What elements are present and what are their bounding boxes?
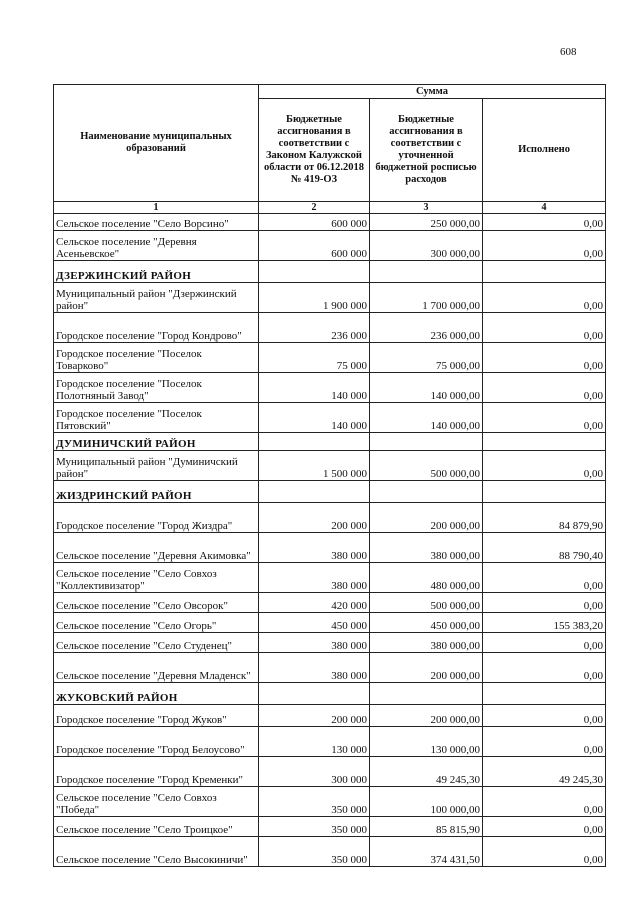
municipality-name: Сельское поселение "Деревня Асеньевское" <box>54 231 259 261</box>
executed-amount: 0,00 <box>483 313 606 343</box>
municipality-name: Городское поселение "Город Жиздра" <box>54 503 259 533</box>
district-name: ЖУКОВСКИЙ РАЙОН <box>54 683 259 705</box>
table-row <box>54 313 606 343</box>
schedule-amount: 130 000,00 <box>370 727 483 757</box>
district-row <box>54 433 606 451</box>
empty-cell <box>483 433 606 451</box>
table-row <box>54 613 606 633</box>
district-name: ДЗЕРЖИНСКИЙ РАЙОН <box>54 261 259 283</box>
municipality-name: Сельское поселение "Село Студенец" <box>54 633 259 653</box>
law-amount: 140 000 <box>259 373 370 403</box>
schedule-amount: 380 000,00 <box>370 533 483 563</box>
empty-cell <box>483 683 606 705</box>
table-body <box>54 214 606 867</box>
table-row <box>54 727 606 757</box>
schedule-amount: 374 431,50 <box>370 837 483 867</box>
schedule-amount: 200 000,00 <box>370 503 483 533</box>
schedule-amount: 236 000,00 <box>370 313 483 343</box>
municipality-name: Городское поселение "Поселок Полотняный Завод" <box>54 373 259 403</box>
law-amount: 450 000 <box>259 613 370 633</box>
law-amount: 380 000 <box>259 633 370 653</box>
table-row <box>54 633 606 653</box>
executed-amount: 0,00 <box>483 787 606 817</box>
table-row <box>54 757 606 787</box>
law-amount: 75 000 <box>259 343 370 373</box>
executed-amount: 0,00 <box>483 451 606 481</box>
executed-amount: 0,00 <box>483 343 606 373</box>
table-row <box>54 817 606 837</box>
district-name: ДУМИНИЧСКИЙ РАЙОН <box>54 433 259 451</box>
executed-amount: 0,00 <box>483 593 606 613</box>
law-amount: 130 000 <box>259 727 370 757</box>
col-header-name: Наименование муниципальных образований <box>54 85 259 202</box>
law-amount: 380 000 <box>259 563 370 593</box>
district-row <box>54 481 606 503</box>
executed-amount: 0,00 <box>483 231 606 261</box>
law-amount: 380 000 <box>259 653 370 683</box>
executed-amount: 0,00 <box>483 633 606 653</box>
schedule-amount: 500 000,00 <box>370 451 483 481</box>
law-amount: 236 000 <box>259 313 370 343</box>
empty-cell <box>259 261 370 283</box>
executed-amount: 0,00 <box>483 283 606 313</box>
col-number: 2 <box>259 202 370 214</box>
law-amount: 380 000 <box>259 533 370 563</box>
executed-amount: 49 245,30 <box>483 757 606 787</box>
table-row <box>54 231 606 261</box>
col-number: 3 <box>370 202 483 214</box>
empty-cell <box>483 481 606 503</box>
executed-amount: 0,00 <box>483 373 606 403</box>
municipality-name: Городское поселение "Поселок Пятовский" <box>54 403 259 433</box>
table-row <box>54 837 606 867</box>
schedule-amount: 49 245,30 <box>370 757 483 787</box>
schedule-amount: 200 000,00 <box>370 653 483 683</box>
municipality-name: Сельское поселение "Деревня Акимовка" <box>54 533 259 563</box>
schedule-amount: 100 000,00 <box>370 787 483 817</box>
col-header-schedule: Бюджетные ассигнования в соответствии с уточненной бюджетной росписью расходов <box>370 99 483 202</box>
col-number: 4 <box>483 202 606 214</box>
law-amount: 300 000 <box>259 757 370 787</box>
empty-cell <box>259 433 370 451</box>
executed-amount: 0,00 <box>483 705 606 727</box>
law-amount: 600 000 <box>259 231 370 261</box>
table-row <box>54 593 606 613</box>
executed-amount: 0,00 <box>483 214 606 231</box>
empty-cell <box>370 433 483 451</box>
table-row <box>54 563 606 593</box>
municipality-name: Городское поселение "Город Белоусово" <box>54 727 259 757</box>
law-amount: 1 500 000 <box>259 451 370 481</box>
col-header-sum: Сумма <box>259 85 606 99</box>
municipality-name: Сельское поселение "Село Овсорок" <box>54 593 259 613</box>
schedule-amount: 75 000,00 <box>370 343 483 373</box>
municipality-name: Городское поселение "Город Жуков" <box>54 705 259 727</box>
executed-amount: 84 879,90 <box>483 503 606 533</box>
executed-amount: 0,00 <box>483 653 606 683</box>
executed-amount: 0,00 <box>483 563 606 593</box>
municipality-name: Сельское поселение "Село Совхоз "Победа" <box>54 787 259 817</box>
schedule-amount: 480 000,00 <box>370 563 483 593</box>
schedule-amount: 380 000,00 <box>370 633 483 653</box>
executed-amount: 0,00 <box>483 403 606 433</box>
schedule-amount: 200 000,00 <box>370 705 483 727</box>
schedule-amount: 250 000,00 <box>370 214 483 231</box>
executed-amount: 155 383,20 <box>483 613 606 633</box>
table-row <box>54 403 606 433</box>
municipality-name: Сельское поселение "Село Ворсино" <box>54 214 259 231</box>
municipality-name: Сельское поселение "Село Высокиничи" <box>54 837 259 867</box>
table-row <box>54 214 606 231</box>
table-row <box>54 533 606 563</box>
schedule-amount: 140 000,00 <box>370 373 483 403</box>
law-amount: 1 900 000 <box>259 283 370 313</box>
schedule-amount: 500 000,00 <box>370 593 483 613</box>
col-header-law: Бюджетные ассигнования в соответствии с Законом Калужской области от 06.12.2018 № 419-ОЗ <box>259 99 370 202</box>
executed-amount: 0,00 <box>483 727 606 757</box>
table-row <box>54 373 606 403</box>
municipality-name: Городское поселение "Город Кондрово" <box>54 313 259 343</box>
empty-cell <box>370 683 483 705</box>
law-amount: 350 000 <box>259 837 370 867</box>
table-row <box>54 503 606 533</box>
schedule-amount: 140 000,00 <box>370 403 483 433</box>
law-amount: 600 000 <box>259 214 370 231</box>
table-row <box>54 787 606 817</box>
executed-amount: 0,00 <box>483 837 606 867</box>
municipality-name: Сельское поселение "Село Троицкое" <box>54 817 259 837</box>
law-amount: 350 000 <box>259 787 370 817</box>
district-name: ЖИЗДРИНСКИЙ РАЙОН <box>54 481 259 503</box>
law-amount: 140 000 <box>259 403 370 433</box>
municipality-name: Городское поселение "Поселок Товарково" <box>54 343 259 373</box>
empty-cell <box>259 481 370 503</box>
executed-amount: 88 790,40 <box>483 533 606 563</box>
municipality-name: Сельское поселение "Деревня Младенск" <box>54 653 259 683</box>
municipality-name: Городское поселение "Город Кременки" <box>54 757 259 787</box>
district-row <box>54 261 606 283</box>
schedule-amount: 1 700 000,00 <box>370 283 483 313</box>
municipality-name: Сельское поселение "Село Совхоз "Коллективизатор" <box>54 563 259 593</box>
law-amount: 200 000 <box>259 705 370 727</box>
municipality-name: Сельское поселение "Село Огорь" <box>54 613 259 633</box>
municipality-name: Муниципальный район "Дзержинский район" <box>54 283 259 313</box>
empty-cell <box>483 261 606 283</box>
col-number: 1 <box>54 202 259 214</box>
municipality-name: Муниципальный район "Думиничский район" <box>54 451 259 481</box>
col-header-executed: Исполнено <box>483 99 606 202</box>
schedule-amount: 300 000,00 <box>370 231 483 261</box>
table-row <box>54 451 606 481</box>
law-amount: 350 000 <box>259 817 370 837</box>
page-number: 608 <box>560 46 577 58</box>
law-amount: 420 000 <box>259 593 370 613</box>
executed-amount: 0,00 <box>483 817 606 837</box>
table-row <box>54 343 606 373</box>
table-row <box>54 283 606 313</box>
empty-cell <box>259 683 370 705</box>
table-row <box>54 653 606 683</box>
empty-cell <box>370 261 483 283</box>
schedule-amount: 450 000,00 <box>370 613 483 633</box>
schedule-amount: 85 815,90 <box>370 817 483 837</box>
budget-table <box>53 84 606 867</box>
law-amount: 200 000 <box>259 503 370 533</box>
table-row <box>54 705 606 727</box>
district-row <box>54 683 606 705</box>
empty-cell <box>370 481 483 503</box>
